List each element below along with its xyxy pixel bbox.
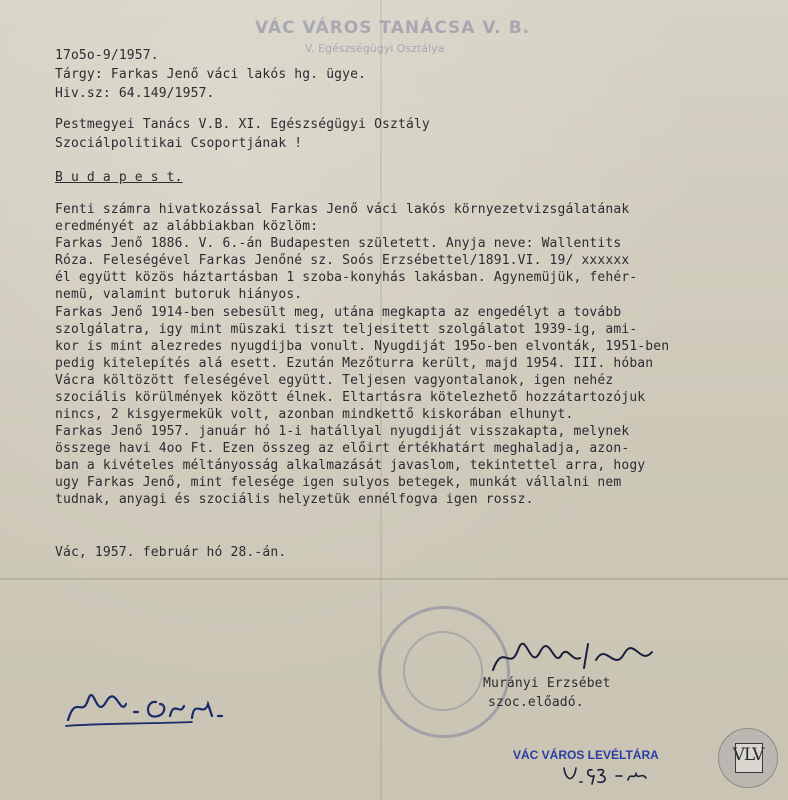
office-stamp-sub: V. Egészségügyi Osztálya	[305, 42, 445, 55]
signatory-title: szoc.előadó.	[488, 695, 584, 710]
body-line: Farkas Jenő 1957. január hó 1-i hatállyal nyugdiját visszakapta, melynek	[55, 424, 630, 439]
addressee-line-2: Szociálpolitikai Csoportjának !	[55, 136, 303, 151]
addressee-line-1: Pestmegyei Tanács V.B. XI. Egészségügyi Osztály	[55, 117, 430, 132]
body-line: kor is mint alezredes nyugdijba vonult. Nyugdiját 195o-ben elvonták, 1951-ben	[55, 339, 670, 354]
body-line: összege havi 4oo Ft. Ezen összeg az előirt értékhatárt meghaladja, azon-	[55, 441, 630, 456]
handwritten-note	[62, 686, 242, 730]
subject-line: Tárgy: Farkas Jenő váci lakós hg. ügye.	[55, 67, 367, 82]
archive-logo-letters: VLV	[732, 745, 764, 765]
body-line: tudnak, anyagi és szociális helyzetük ennélfogva igen rossz.	[55, 492, 534, 507]
reference-number: 17o5o-9/1957.	[55, 48, 159, 63]
body-line: él együtt közös háztartásban 1 szoba-konyhás lakásban. Agynemüjük, fehér-	[55, 270, 638, 285]
body-line: ban a kivételes méltányosság alkalmazását javaslom, tekintettel arra, hogy	[55, 458, 646, 473]
body-line: Róza. Feleségével Farkas Jenőné sz. Soós Erzsébettel/1891.VI. 19/ xxxxxx	[55, 253, 630, 268]
body-line: eredményét az alábbiakban közlöm:	[55, 219, 319, 234]
body-line: szolgálatra, igy mint müszaki tiszt teljesitett szolgálatot 1939-ig, ami-	[55, 322, 638, 337]
body-line: szociális körülmények között élnek. Eltartásra kötelezhető hozzátartozójuk	[55, 390, 646, 405]
archive-logo	[718, 728, 778, 788]
body-line: nemü, valamint butoruk hiányos.	[55, 287, 303, 302]
body-line: Fenti számra hivatkozással Farkas Jenő váci lakós környezetvizsgálatának	[55, 202, 630, 217]
date-line: Vác, 1957. február hó 28.-án.	[55, 545, 287, 560]
addressee-city: B u d a p e s t.	[55, 170, 183, 185]
body-line: pedig kitelepítés alá esett. Ezután Mezőturra került, majd 1954. III. hóban	[55, 356, 654, 371]
office-stamp: VÁC VÁROS TANÁCSA V. B.	[255, 18, 531, 38]
body-line: nincs, 2 kisgyermekük volt, azonban mindkettő kiskorában elhunyt.	[55, 407, 574, 422]
body-line: ugy Farkas Jenő, mint felesége igen sulyos betegek, munkát vállalni nem	[55, 475, 622, 490]
shelf-mark-handwritten	[560, 762, 650, 788]
signatory-name: Murányi Erzsébet	[483, 676, 611, 691]
fold-crease-horizontal	[0, 578, 788, 580]
body-line: Vácra költözött feleségével együtt. Teljesen vagyontalanok, igen nehéz	[55, 373, 614, 388]
body-line: Farkas Jenő 1886. V. 6.-án Budapesten született. Anyja neve: Wallentits	[55, 236, 622, 251]
body-line: Farkas Jenő 1914-ben sebesült meg, utána megkapta az engedélyt a tovább	[55, 305, 622, 320]
archive-stamp-label: VÁC VÁROS LEVÉLTÁRA	[513, 748, 659, 762]
handwritten-signature	[488, 632, 658, 682]
cited-reference: Hiv.sz: 64.149/1957.	[55, 86, 215, 101]
stamp-inner-ring	[403, 631, 483, 711]
